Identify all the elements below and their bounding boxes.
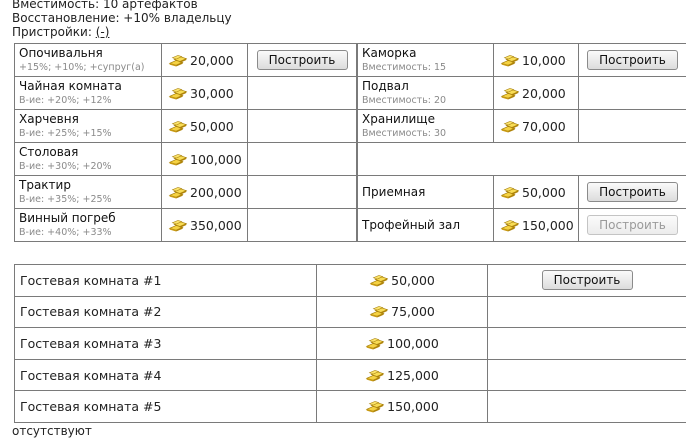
- price-cell: [494, 209, 579, 242]
- table-row: [358, 176, 686, 209]
- gold-bars-icon: [500, 120, 520, 133]
- build-button-disabled[interactable]: Построить: [587, 215, 678, 235]
- room-name: Харчевня: [19, 111, 79, 126]
- gold-bars-icon: [365, 369, 385, 382]
- capacity-text: Вместимость: 10 артефактов: [12, 0, 198, 11]
- gold-bars-icon: [168, 54, 188, 67]
- price-value: 75,000: [391, 304, 435, 320]
- annexes-label: Пристройки:: [12, 25, 96, 39]
- action-cell: [579, 176, 686, 209]
- room-detail: Вместимость: 20: [362, 94, 447, 106]
- build-button[interactable]: Построить: [257, 50, 348, 70]
- guest-room-name: Гостевая комната #1: [15, 265, 317, 297]
- action-cell: [488, 265, 686, 297]
- price-cell: [162, 209, 248, 242]
- recovery-text: Восстановление: +10% владельцу: [12, 11, 232, 25]
- price-cell: [317, 265, 488, 297]
- room-name-cell: [15, 77, 162, 110]
- storage-rooms-table: [357, 43, 686, 242]
- action-cell: [579, 44, 686, 77]
- guest-room-name: Гостевая комната #2: [15, 296, 317, 328]
- room-name: Приемная: [362, 185, 426, 199]
- gold-bars-icon: [369, 305, 389, 318]
- room-detail: В-ие: +20%; +12%: [19, 94, 112, 106]
- price-cell: [162, 176, 248, 209]
- room-name: Винный погреб: [19, 210, 116, 225]
- annexes-line: [12, 25, 109, 39]
- room-name-cell: [15, 176, 162, 209]
- gold-bars-icon: [500, 219, 520, 232]
- price-cell: [317, 391, 488, 423]
- table-row: [15, 391, 686, 423]
- room-name: Столовая: [19, 144, 79, 159]
- gold-bars-icon: [168, 219, 188, 232]
- price-cell: [162, 77, 248, 110]
- table-row: [358, 209, 686, 242]
- room-name-cell: [358, 176, 494, 209]
- price-value: 100,000: [190, 151, 242, 167]
- room-name-cell: [358, 77, 494, 110]
- price-value: 100,000: [387, 335, 439, 351]
- gold-bars-icon: [168, 153, 188, 166]
- gold-bars-icon: [168, 87, 188, 100]
- room-name: Чайная комната: [19, 78, 122, 93]
- room-name-cell: [15, 209, 162, 242]
- table-row: [358, 143, 686, 176]
- price-value: 70,000: [522, 118, 566, 134]
- room-name: Подвал: [362, 78, 409, 93]
- room-detail: В-ие: +35%; +25%: [19, 193, 112, 205]
- room-detail: Вместимость: 15: [362, 61, 447, 73]
- price-value: 50,000: [391, 272, 435, 288]
- action-cell: [248, 176, 357, 209]
- table-row: [15, 110, 357, 143]
- room-detail: Вместимость: 30: [362, 127, 447, 139]
- table-row: [358, 110, 686, 143]
- table-row: [15, 176, 357, 209]
- price-value: 200,000: [190, 184, 242, 200]
- table-row: [15, 265, 686, 297]
- price-cell: [494, 176, 579, 209]
- price-cell: [494, 77, 579, 110]
- guest-room-name: Гостевая комната #5: [15, 391, 317, 423]
- table-row: [358, 77, 686, 110]
- room-name: Хранилище: [362, 111, 435, 126]
- table-row: [15, 143, 357, 176]
- table-row: [15, 209, 357, 242]
- action-cell: [579, 209, 686, 242]
- action-cell: [488, 359, 686, 391]
- price-value: 350,000: [190, 217, 242, 233]
- room-name: Опочивальня: [19, 45, 103, 60]
- price-cell: [162, 44, 248, 77]
- room-name: Трофейный зал: [362, 218, 461, 232]
- action-cell: [579, 77, 686, 110]
- price-cell: [494, 110, 579, 143]
- table-row: [15, 44, 357, 77]
- gold-bars-icon: [500, 186, 520, 199]
- gold-bars-icon: [500, 87, 520, 100]
- action-cell: [488, 328, 686, 360]
- room-name: Трактир: [19, 177, 71, 192]
- table-row: [15, 296, 686, 328]
- guest-room-name: Гостевая комната #3: [15, 328, 317, 360]
- price-cell: [162, 143, 248, 176]
- price-value: 30,000: [190, 85, 234, 101]
- footer-status-text: отсутствуют: [12, 424, 92, 438]
- gold-bars-icon: [365, 400, 385, 413]
- room-name-cell: [358, 44, 494, 77]
- room-name: Каморка: [362, 45, 417, 60]
- action-cell: [488, 391, 686, 423]
- price-value: 50,000: [190, 118, 234, 134]
- gold-bars-icon: [168, 120, 188, 133]
- price-cell: [162, 110, 248, 143]
- annexes-toggle-link[interactable]: (-): [95, 25, 110, 39]
- price-value: 20,000: [522, 85, 566, 101]
- room-detail: В-ие: +40%; +33%: [19, 226, 112, 238]
- price-cell: [494, 44, 579, 77]
- table-row: [15, 77, 357, 110]
- action-cell: [248, 209, 357, 242]
- action-cell: [248, 143, 357, 176]
- price-value: 50,000: [522, 184, 566, 200]
- bedroom-rooms-table: [14, 43, 357, 242]
- room-name-cell: [15, 44, 162, 77]
- action-cell: [488, 296, 686, 328]
- room-name-cell: [358, 110, 494, 143]
- table-row: [358, 44, 686, 77]
- table-row: [15, 359, 686, 391]
- build-button[interactable]: Построить: [587, 182, 678, 202]
- room-name-cell: [358, 209, 494, 242]
- room-detail: +15%; +10%; +супруг(а): [19, 61, 145, 73]
- room-detail: В-ие: +30%; +20%: [19, 160, 112, 172]
- room-detail: В-ие: +25%; +15%: [19, 127, 112, 139]
- price-value: 125,000: [387, 367, 439, 383]
- action-cell: [248, 44, 357, 77]
- price-value: 150,000: [522, 217, 574, 233]
- price-value: 150,000: [387, 399, 439, 415]
- gold-bars-icon: [369, 274, 389, 287]
- action-cell: [579, 110, 686, 143]
- room-name-cell: [15, 110, 162, 143]
- build-button[interactable]: Построить: [542, 270, 633, 290]
- gold-bars-icon: [365, 337, 385, 350]
- build-button[interactable]: Построить: [587, 50, 678, 70]
- price-cell: [317, 328, 488, 360]
- room-name-cell: [15, 143, 162, 176]
- guest-rooms-table: [14, 264, 686, 423]
- gold-bars-icon: [500, 54, 520, 67]
- guest-room-name: Гостевая комната #4: [15, 359, 317, 391]
- action-cell: [248, 77, 357, 110]
- table-row: [15, 328, 686, 360]
- price-cell: [317, 296, 488, 328]
- price-value: 20,000: [190, 52, 234, 68]
- empty-row-cell: [358, 143, 686, 176]
- price-value: 10,000: [522, 52, 566, 68]
- gold-bars-icon: [168, 186, 188, 199]
- action-cell: [248, 110, 357, 143]
- price-cell: [317, 359, 488, 391]
